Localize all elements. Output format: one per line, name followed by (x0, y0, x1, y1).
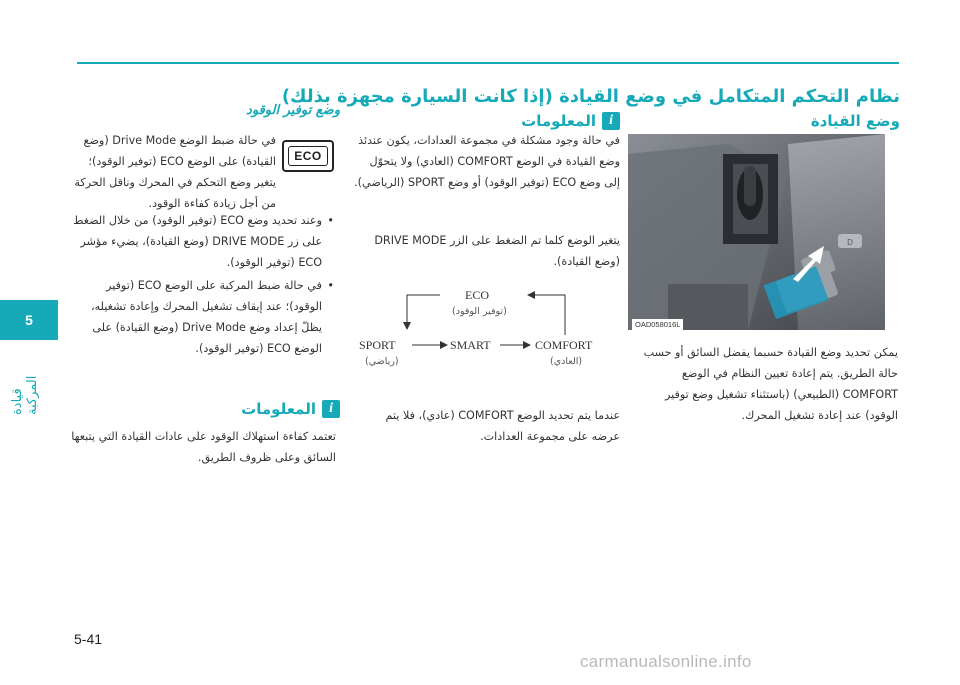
mode-cycle-diagram (355, 280, 620, 380)
watermark: carmanualsonline.info (580, 652, 752, 671)
mode-cycle-paragraph: يتغير الوضع كلما تم الضغط على الزر DRIVE MODE (وضع القيادة). (374, 234, 620, 268)
list-item: • في حالة ضبط المركبة على الوضع ECO (توفير الوقود)؛ عند إيقاف تشغيل المحرك وإعادة تشغيله، يظلّ إعداد وضع Drive Mode (وضع القيادة) على الوضع ECO (توفير الوقود). (70, 275, 336, 359)
info-heading (505, 112, 620, 130)
list-item: • وعند تحديد وضع ECO (توفير الوقود) من خلال الضغط على زر DRIVE MODE (وضع القيادة)، يضيء مؤشر ECO (توفير الوقود). (70, 210, 336, 273)
drive-mode-section-title: وضع القيادة (810, 112, 900, 130)
eco-indicator-label: ECO (288, 146, 328, 166)
mode-eco-sublabel: (توفير الوقود) (452, 306, 507, 317)
chapter-label: قيادة المركبة (10, 375, 40, 415)
mode-sport-sublabel: (رياضي) (365, 356, 399, 367)
info-icon: i (602, 112, 620, 130)
drive-mode-description: يمكن تحديد وضع القيادة حسبما يفضل السائق أو حسب حالة الطريق. يتم إعادة تعيين النظام في الوضع COMFORT (الطبيعي) (باستثناء تشغيل وضع توفير الوقود) عند إعادة تشغيل المحرك. (643, 346, 898, 422)
page-number: 5-41 (74, 631, 103, 647)
fuel-efficiency-note: تعتمد كفاءة استهلاك الوقود على عادات القيادة التي يتبعها السائق وعلى ظروف الطريق. (71, 430, 336, 464)
info-heading-label: المعلومات (521, 112, 596, 130)
mode-eco-label: ECO (465, 288, 489, 302)
eco-description: في حالة ضبط الوضع Drive Mode (وضع القيادة) على الوضع ECO (توفير الوقود)؛ يتغير وضع التحكم في المحرك وناقل الحركة من أجل زيادة كفاءة الوقود. (74, 134, 276, 210)
console-illustration (628, 134, 885, 330)
info-heading-label: المعلومات (241, 400, 316, 418)
chapter-tab: 5 (0, 300, 58, 340)
page-title: نظام التحكم المتكامل في وضع القيادة (إذا كانت السيارة مجهزة بذلك) (281, 86, 900, 107)
eco-indicator-icon (282, 140, 334, 172)
eco-bullet-list (70, 210, 336, 361)
mode-comfort-label: COMFORT (535, 338, 593, 352)
photo-caption: OAD058016L (632, 319, 683, 330)
header-rule (77, 62, 899, 64)
info-paragraph: في حالة وجود مشكلة في مجموعة العدادات، يكون عندئذ وضع القيادة في الوضع COMFORT (العادي) ولا يتحوّل إلى وضع ECO (توفير الوقود) أو وضع SPORT (الرياضي). (354, 134, 620, 189)
svg-text:D: D (847, 238, 853, 247)
drive-mode-button-photo (628, 134, 885, 330)
mode-smart-label: SMART (450, 338, 491, 352)
mode-sport-label: SPORT (359, 338, 396, 352)
comfort-mode-note: عندما يتم تحديد الوضع COMFORT (عادي)، فلا يتم عرضه على مجموعة العدادات. (385, 409, 620, 443)
eco-section-title: وضع توفير الوقود (246, 103, 340, 118)
info-icon: i (322, 400, 340, 418)
info-heading-2 (230, 400, 340, 418)
mode-comfort-sublabel: (العادي) (550, 356, 583, 367)
